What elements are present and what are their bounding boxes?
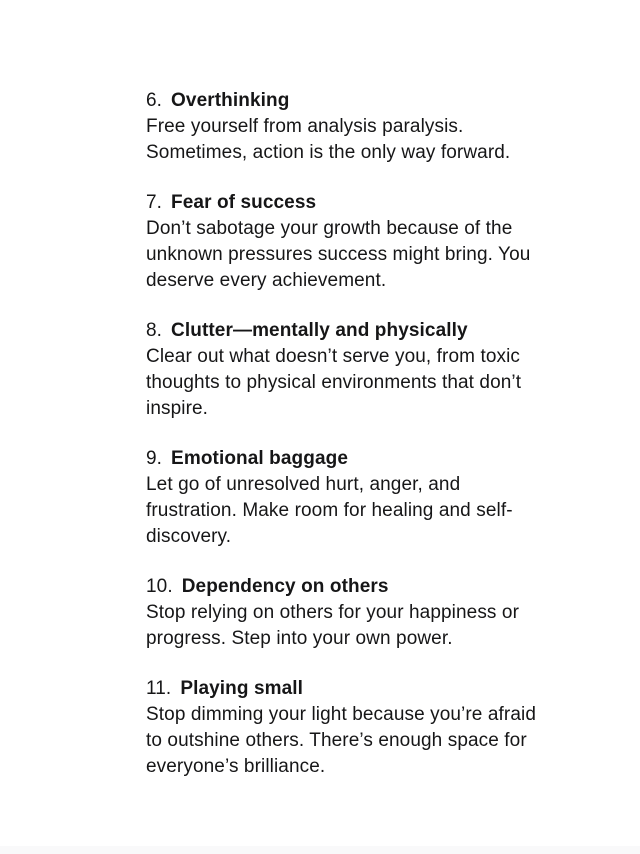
- item-number: 9.: [146, 448, 163, 469]
- item-heading: [146, 318, 538, 344]
- numbered-list: [146, 88, 538, 780]
- list-item: [146, 88, 538, 166]
- item-title: Clutter—mentally and physically: [171, 320, 468, 341]
- item-body: Let go of unresolved hurt, anger, and frustration. Make room for healing and self-discovery.: [146, 474, 513, 547]
- item-number: 10.: [146, 576, 173, 597]
- list-item: [146, 446, 538, 550]
- bottom-edge-shade: [0, 846, 640, 854]
- item-number: 8.: [146, 320, 163, 341]
- item-title: Emotional baggage: [171, 448, 348, 469]
- item-body: Stop dimming your light because you’re afraid to outshine others. There’s enough space for everyone’s brilliance.: [146, 704, 536, 777]
- list-item: [146, 676, 538, 780]
- item-title: Fear of success: [171, 192, 317, 213]
- item-heading: [146, 88, 538, 114]
- note-text-area[interactable]: [146, 88, 538, 804]
- item-body: Don’t sabotage your growth because of the unknown pressures success might bring. You deserve every achievement.: [146, 218, 531, 291]
- item-body: Stop relying on others for your happiness or progress. Step into your own power.: [146, 602, 519, 649]
- item-heading: [146, 676, 538, 702]
- item-number: 11.: [146, 678, 172, 699]
- item-number: 7.: [146, 192, 163, 213]
- item-heading: [146, 446, 538, 472]
- list-item: [146, 318, 538, 422]
- item-body: Clear out what doesn’t serve you, from toxic thoughts to physical environments that don’t inspire.: [146, 346, 522, 419]
- item-title: Dependency on others: [181, 576, 389, 597]
- item-body: Free yourself from analysis paralysis. Sometimes, action is the only way forward.: [146, 116, 511, 163]
- list-item: [146, 574, 538, 652]
- item-heading: [146, 190, 538, 216]
- item-heading: [146, 574, 538, 600]
- item-title: Overthinking: [171, 90, 290, 111]
- item-title: Playing small: [180, 678, 304, 699]
- item-number: 6.: [146, 90, 163, 111]
- list-item: [146, 190, 538, 294]
